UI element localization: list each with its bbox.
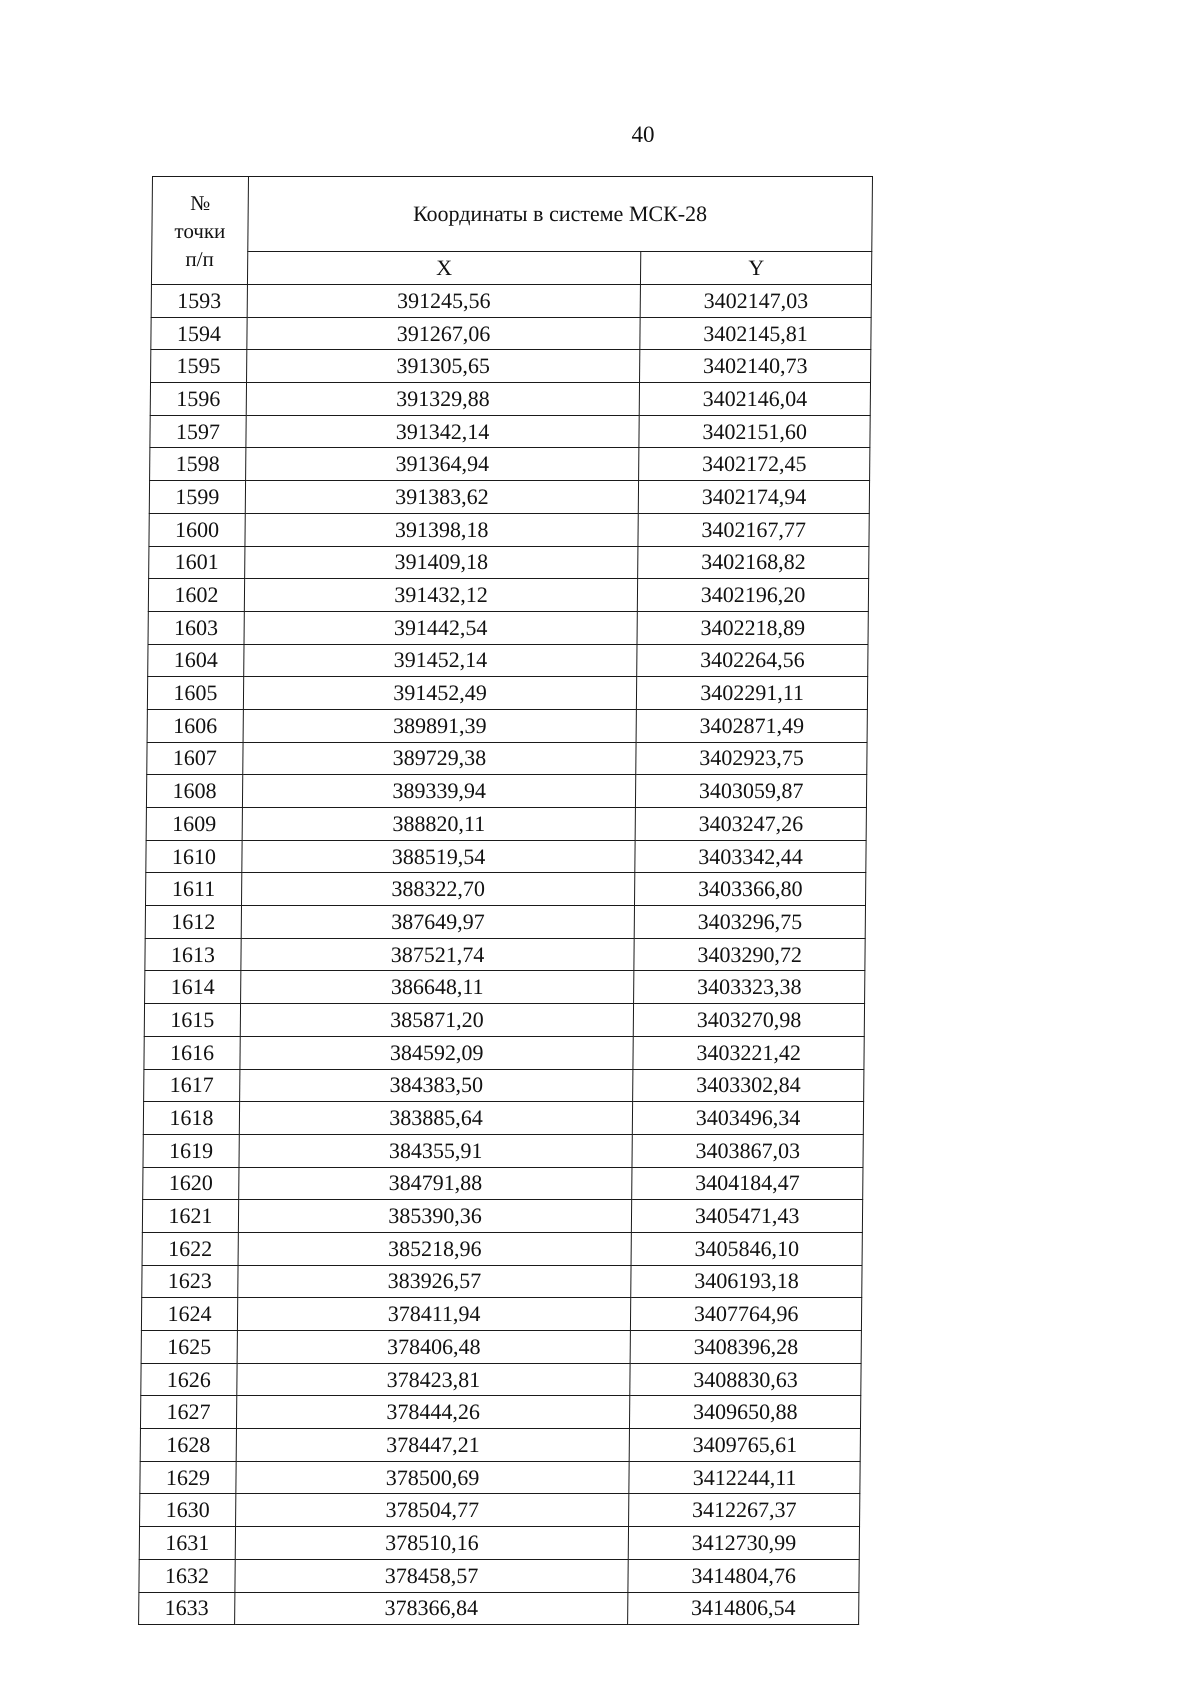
table-row xyxy=(148,579,868,612)
x-coordinate-cell: 378406,48 xyxy=(237,1331,631,1364)
table-row xyxy=(149,481,869,514)
point-number-cell: 1600 xyxy=(149,513,245,546)
y-coordinate-cell: 3402291,11 xyxy=(637,677,868,710)
point-number-cell: 1632 xyxy=(139,1559,235,1592)
point-number-cell: 1631 xyxy=(139,1527,235,1560)
table-row xyxy=(149,513,869,546)
x-coordinate-cell: 388322,70 xyxy=(241,873,635,906)
y-coordinate-cell: 3402871,49 xyxy=(636,709,867,742)
table-row xyxy=(146,840,866,873)
point-number-cell: 1611 xyxy=(145,873,241,906)
y-coordinate-cell: 3402167,77 xyxy=(638,513,869,546)
point-number-header-line: точки xyxy=(174,218,226,243)
table-row xyxy=(147,742,867,775)
table-row xyxy=(140,1494,860,1527)
point-number-cell: 1616 xyxy=(144,1036,240,1069)
table-row xyxy=(145,938,865,971)
y-coordinate-cell: 3412244,11 xyxy=(629,1461,860,1494)
point-number-cell: 1614 xyxy=(145,971,241,1004)
point-number-cell: 1629 xyxy=(140,1461,236,1494)
point-number-cell: 1613 xyxy=(145,938,241,971)
y-coordinate-cell: 3408396,28 xyxy=(630,1331,861,1364)
point-number-cell: 1624 xyxy=(141,1298,237,1331)
x-coordinate-cell: 391432,12 xyxy=(244,579,638,612)
y-coordinate-cell: 3405471,43 xyxy=(632,1200,863,1233)
point-number-cell: 1626 xyxy=(141,1363,237,1396)
y-coordinate-cell: 3403059,87 xyxy=(636,775,867,808)
x-coordinate-cell: 378447,21 xyxy=(236,1429,630,1462)
y-coordinate-cell: 3402145,81 xyxy=(640,317,871,350)
y-coordinate-cell: 3402923,75 xyxy=(636,742,867,775)
point-number-cell: 1595 xyxy=(151,350,247,383)
point-number-cell: 1618 xyxy=(143,1102,239,1135)
point-number-cell: 1627 xyxy=(140,1396,236,1429)
point-number-cell: 1593 xyxy=(151,285,247,318)
point-number-cell: 1625 xyxy=(141,1331,237,1364)
x-coordinate-cell: 391442,54 xyxy=(244,611,638,644)
x-coordinate-cell: 383926,57 xyxy=(238,1265,632,1298)
table-row xyxy=(148,611,868,644)
point-number-cell: 1603 xyxy=(148,611,244,644)
x-column-header: X xyxy=(247,252,641,285)
x-coordinate-cell: 389891,39 xyxy=(243,709,637,742)
y-coordinate-cell: 3403496,34 xyxy=(633,1102,864,1135)
y-coordinate-cell: 3403867,03 xyxy=(632,1134,863,1167)
table-row xyxy=(150,415,870,448)
point-number-cell: 1619 xyxy=(143,1134,239,1167)
point-number-cell: 1601 xyxy=(149,546,245,579)
y-coordinate-cell: 3402196,20 xyxy=(638,579,869,612)
y-coordinate-cell: 3412730,99 xyxy=(628,1527,859,1560)
coordinates-table xyxy=(138,176,873,1625)
point-number-cell: 1621 xyxy=(142,1200,238,1233)
y-coordinate-cell: 3402218,89 xyxy=(637,611,868,644)
x-coordinate-cell: 378366,84 xyxy=(234,1592,628,1625)
point-number-cell: 1596 xyxy=(150,383,246,416)
table-row xyxy=(140,1396,860,1429)
x-coordinate-cell: 384791,88 xyxy=(239,1167,633,1200)
point-number-cell: 1612 xyxy=(145,906,241,939)
y-coordinate-cell: 3407764,96 xyxy=(631,1298,862,1331)
point-number-cell: 1628 xyxy=(140,1429,236,1462)
x-coordinate-cell: 378504,77 xyxy=(235,1494,629,1527)
table-row xyxy=(143,1167,863,1200)
point-number-cell: 1597 xyxy=(150,415,246,448)
y-coordinate-cell: 3414806,54 xyxy=(628,1592,859,1625)
y-coordinate-cell: 3403290,72 xyxy=(634,938,865,971)
y-coordinate-cell: 3403221,42 xyxy=(633,1036,864,1069)
table-row xyxy=(146,808,866,841)
y-coordinate-cell: 3405846,10 xyxy=(631,1232,862,1265)
table-header xyxy=(151,177,872,285)
table-row xyxy=(143,1134,863,1167)
table-row xyxy=(151,317,871,350)
y-coordinate-cell: 3403342,44 xyxy=(635,840,866,873)
y-coordinate-cell: 3404184,47 xyxy=(632,1167,863,1200)
table-row xyxy=(143,1102,863,1135)
y-coordinate-cell: 3403247,26 xyxy=(635,808,866,841)
x-coordinate-cell: 389339,94 xyxy=(242,775,636,808)
table-row xyxy=(145,906,865,939)
x-coordinate-cell: 389729,38 xyxy=(243,742,637,775)
x-coordinate-cell: 391452,14 xyxy=(244,644,638,677)
point-number-header xyxy=(151,177,248,285)
x-coordinate-cell: 378458,57 xyxy=(235,1559,629,1592)
x-coordinate-cell: 391398,18 xyxy=(245,513,639,546)
x-coordinate-cell: 391329,88 xyxy=(246,383,640,416)
y-coordinate-cell: 3409650,88 xyxy=(630,1396,861,1429)
table-row xyxy=(140,1461,860,1494)
table-row xyxy=(141,1363,861,1396)
x-coordinate-cell: 384383,50 xyxy=(240,1069,634,1102)
point-number-cell: 1623 xyxy=(142,1265,238,1298)
point-number-cell: 1615 xyxy=(144,1004,240,1037)
y-coordinate-cell: 3403366,80 xyxy=(635,873,866,906)
x-coordinate-cell: 388820,11 xyxy=(242,808,636,841)
x-coordinate-cell: 387521,74 xyxy=(241,938,635,971)
point-number-header-line: п/п xyxy=(185,246,214,271)
x-coordinate-cell: 391409,18 xyxy=(245,546,639,579)
table-row xyxy=(144,1069,864,1102)
x-coordinate-cell: 383885,64 xyxy=(239,1102,633,1135)
point-number-cell: 1604 xyxy=(148,644,244,677)
x-coordinate-cell: 391364,94 xyxy=(245,448,639,481)
table-row xyxy=(145,873,865,906)
x-coordinate-cell: 391383,62 xyxy=(245,481,639,514)
point-number-cell: 1620 xyxy=(143,1167,239,1200)
x-coordinate-cell: 388519,54 xyxy=(242,840,636,873)
x-coordinate-cell: 378510,16 xyxy=(235,1527,629,1560)
point-number-header-line: № xyxy=(190,190,211,215)
x-coordinate-cell: 387649,97 xyxy=(241,906,635,939)
x-coordinate-cell: 391245,56 xyxy=(247,285,641,318)
table-row xyxy=(150,448,870,481)
table-body xyxy=(139,285,872,1625)
point-number-cell: 1599 xyxy=(149,481,245,514)
table-row xyxy=(139,1559,859,1592)
x-coordinate-cell: 384592,09 xyxy=(240,1036,634,1069)
x-coordinate-cell: 378444,26 xyxy=(236,1396,630,1429)
point-number-cell: 1633 xyxy=(139,1592,235,1625)
x-coordinate-cell: 378411,94 xyxy=(237,1298,631,1331)
point-number-cell: 1610 xyxy=(146,840,242,873)
y-column-header: Y xyxy=(641,252,872,285)
table-row xyxy=(140,1429,860,1462)
y-coordinate-cell: 3403302,84 xyxy=(633,1069,864,1102)
y-coordinate-cell: 3403296,75 xyxy=(634,906,865,939)
table-row xyxy=(144,1036,864,1069)
x-coordinate-cell: 384355,91 xyxy=(239,1134,633,1167)
x-coordinate-cell: 391305,65 xyxy=(246,350,640,383)
point-number-cell: 1630 xyxy=(140,1494,236,1527)
y-coordinate-cell: 3403323,38 xyxy=(634,971,865,1004)
y-coordinate-cell: 3409765,61 xyxy=(629,1429,860,1462)
y-coordinate-cell: 3402168,82 xyxy=(638,546,869,579)
table-row xyxy=(141,1298,861,1331)
y-coordinate-cell: 3402264,56 xyxy=(637,644,868,677)
point-number-cell: 1605 xyxy=(147,677,243,710)
coordinates-system-header: Координаты в системе МСК-28 xyxy=(248,177,873,252)
point-number-cell: 1608 xyxy=(146,775,242,808)
table-row xyxy=(151,285,871,318)
point-number-cell: 1594 xyxy=(151,317,247,350)
y-coordinate-cell: 3402147,03 xyxy=(640,285,871,318)
y-coordinate-cell: 3414804,76 xyxy=(628,1559,859,1592)
table-row xyxy=(142,1265,862,1298)
table-row xyxy=(142,1200,862,1233)
page-number: 40 xyxy=(631,122,655,147)
y-coordinate-cell: 3406193,18 xyxy=(631,1265,862,1298)
x-coordinate-cell: 385871,20 xyxy=(240,1004,634,1037)
table-row xyxy=(145,971,865,1004)
table-row xyxy=(144,1004,864,1037)
y-coordinate-cell: 3412267,37 xyxy=(629,1494,860,1527)
x-coordinate-cell: 385390,36 xyxy=(238,1200,632,1233)
point-number-cell: 1606 xyxy=(147,709,243,742)
table-row xyxy=(148,644,868,677)
table-row xyxy=(147,677,867,710)
x-coordinate-cell: 391452,49 xyxy=(243,677,637,710)
table-row xyxy=(146,775,866,808)
point-number-cell: 1607 xyxy=(147,742,243,775)
point-number-cell: 1602 xyxy=(148,579,244,612)
point-number-cell: 1609 xyxy=(146,808,242,841)
y-coordinate-cell: 3403270,98 xyxy=(633,1004,864,1037)
x-coordinate-cell: 391342,14 xyxy=(246,415,640,448)
point-number-cell: 1617 xyxy=(144,1069,240,1102)
x-coordinate-cell: 378423,81 xyxy=(237,1363,631,1396)
table-row xyxy=(151,350,871,383)
x-coordinate-cell: 391267,06 xyxy=(247,317,641,350)
point-number-cell: 1598 xyxy=(150,448,246,481)
table-row xyxy=(142,1232,862,1265)
table-row xyxy=(147,709,867,742)
y-coordinate-cell: 3402140,73 xyxy=(640,350,871,383)
table-row xyxy=(141,1331,861,1364)
x-coordinate-cell: 386648,11 xyxy=(240,971,634,1004)
table-row xyxy=(150,383,870,416)
table-row xyxy=(139,1592,859,1625)
x-coordinate-cell: 385218,96 xyxy=(238,1232,632,1265)
point-number-cell: 1622 xyxy=(142,1232,238,1265)
y-coordinate-cell: 3402172,45 xyxy=(639,448,870,481)
y-coordinate-cell: 3402174,94 xyxy=(639,481,870,514)
x-coordinate-cell: 378500,69 xyxy=(236,1461,630,1494)
y-coordinate-cell: 3402151,60 xyxy=(639,415,870,448)
table-row xyxy=(149,546,869,579)
y-coordinate-cell: 3408830,63 xyxy=(630,1363,861,1396)
table-row xyxy=(139,1527,859,1560)
y-coordinate-cell: 3402146,04 xyxy=(639,383,870,416)
